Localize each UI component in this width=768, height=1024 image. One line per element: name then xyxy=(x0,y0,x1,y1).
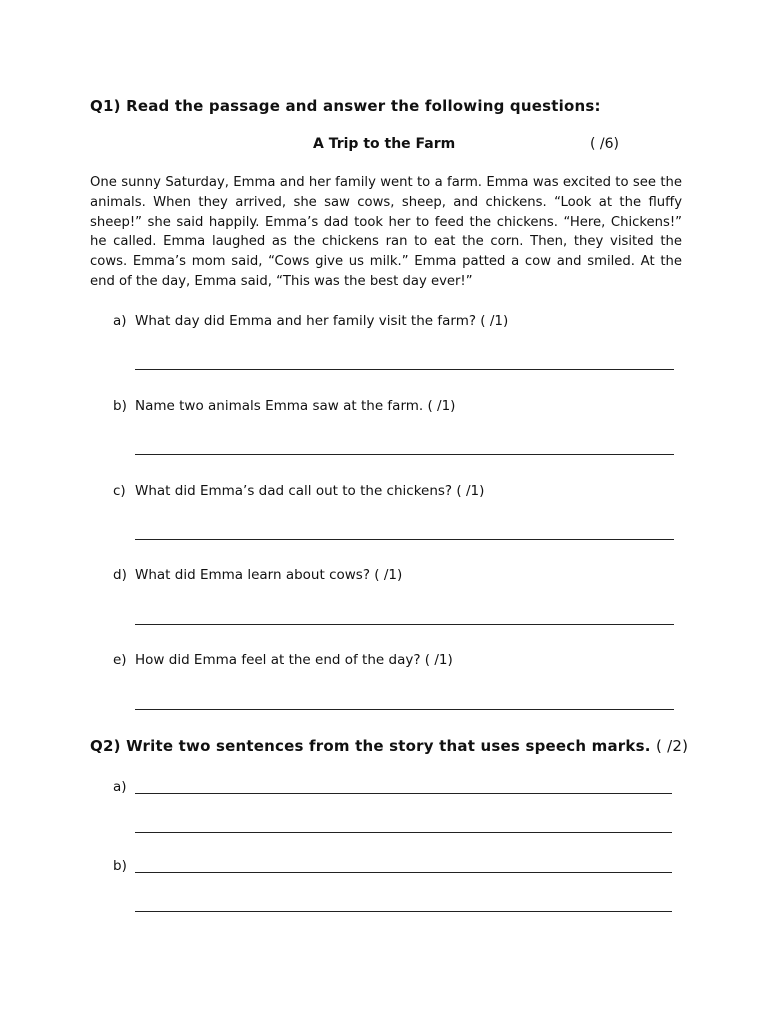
answer-line-e[interactable] xyxy=(135,709,674,710)
question-d-text: What did Emma learn about cows? ( /1) xyxy=(135,567,403,583)
question-e-letter: e) xyxy=(113,652,127,668)
question-c-letter: c) xyxy=(113,483,126,499)
question-b-text: Name two animals Emma saw at the farm. ( /1) xyxy=(135,398,456,414)
q2-heading xyxy=(90,737,688,755)
question-b-letter: b) xyxy=(113,398,127,414)
question-a-letter: a) xyxy=(113,313,127,329)
question-e-text: How did Emma feel at the end of the day? ( /1) xyxy=(135,652,453,668)
passage-title-row xyxy=(90,136,680,156)
q2-label-b: b) xyxy=(113,858,127,874)
passage-marks: ( /6) xyxy=(590,136,619,152)
passage-title: A Trip to the Farm xyxy=(313,136,456,152)
q2-heading-text: Q2) Write two sentences from the story that uses speech marks. xyxy=(90,737,651,755)
q2-answer-line-a1[interactable] xyxy=(135,793,672,794)
question-b xyxy=(113,398,455,414)
answer-line-b[interactable] xyxy=(135,454,674,455)
passage-text: One sunny Saturday, Emma and her family went to a farm. Emma was excited to see the animals. When they arrived, she saw cows, sheep, and chickens. “Look at the fluffy sheep!” she said happily. Emma’s dad took her to feed the chickens. “Here, Chickens!” he called. Emma laughed as the chickens ran to eat the corn. Then, they visited the cows. Emma’s mom said, “Cows give us milk.” Emma patted a cow and smiled. At the end of the day, Emma said, “This was the best day ever!” xyxy=(90,175,682,289)
q2-answer-line-a2[interactable] xyxy=(135,832,672,833)
q1-heading: Q1) Read the passage and answer the following questions: xyxy=(90,97,601,115)
question-c-text: What did Emma’s dad call out to the chickens? ( /1) xyxy=(135,483,485,499)
question-a xyxy=(113,313,508,329)
question-a-text: What day did Emma and her family visit the farm? ( /1) xyxy=(135,313,509,329)
q2-answer-line-b2[interactable] xyxy=(135,911,672,912)
answer-line-a[interactable] xyxy=(135,369,674,370)
answer-line-d[interactable] xyxy=(135,624,674,625)
question-d xyxy=(113,567,402,583)
q2-marks: ( /2) xyxy=(656,737,689,755)
q2-label-a: a) xyxy=(113,779,127,795)
question-d-letter: d) xyxy=(113,567,127,583)
question-e xyxy=(113,652,453,668)
question-c xyxy=(113,483,484,499)
answer-line-c[interactable] xyxy=(135,539,674,540)
q2-answer-line-b1[interactable] xyxy=(135,872,672,873)
